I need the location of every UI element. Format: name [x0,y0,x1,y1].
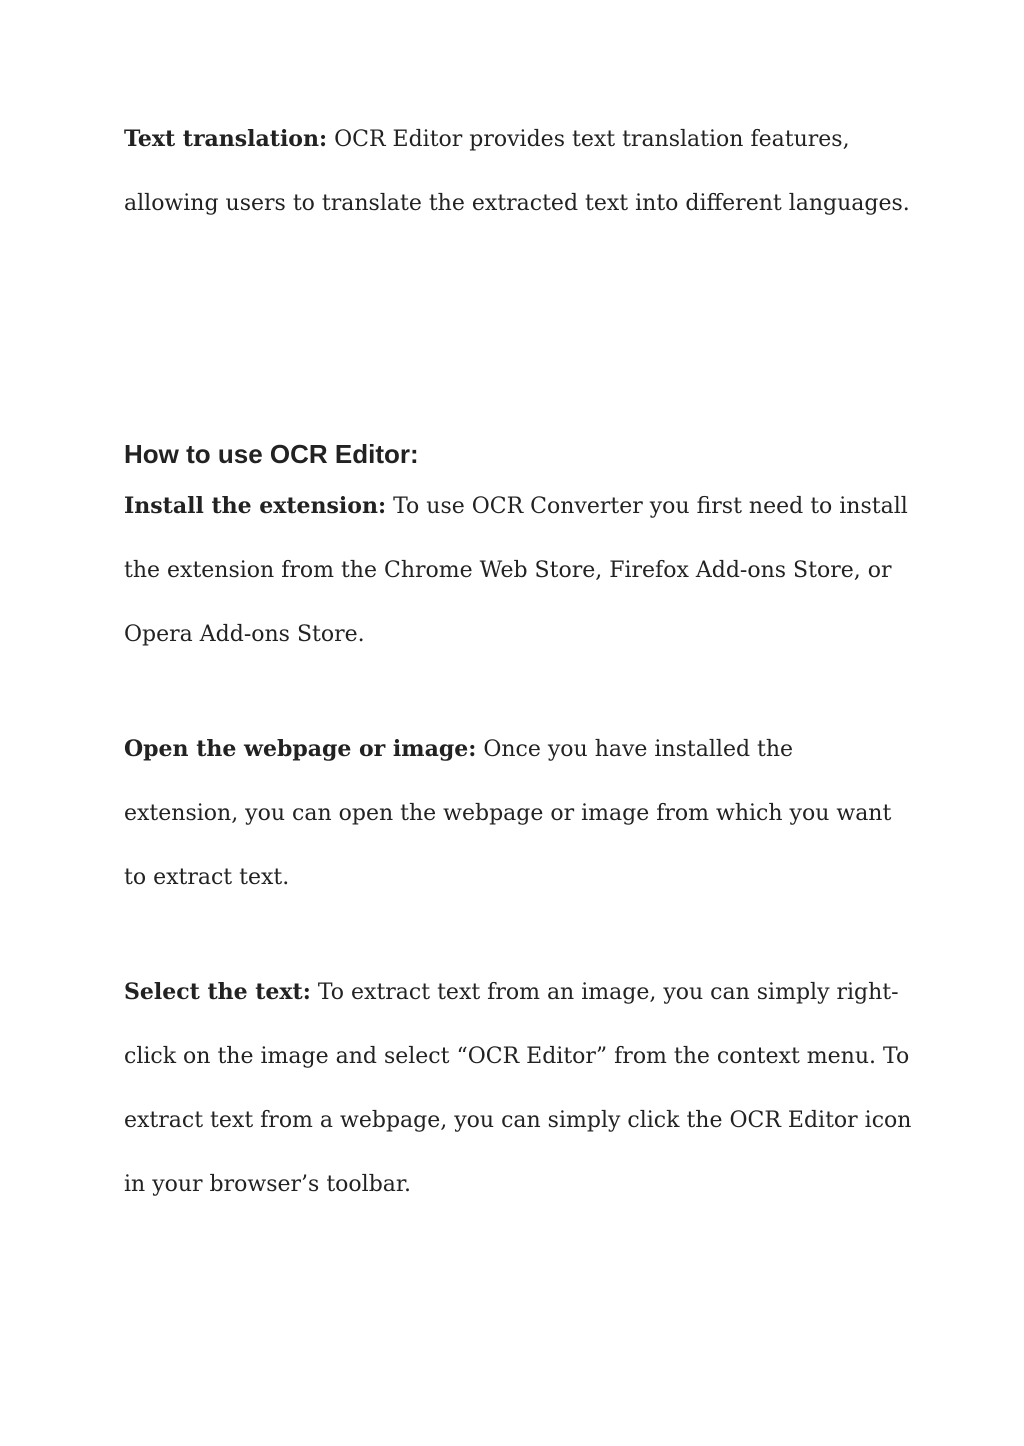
select-text-paragraph [124,960,914,1217]
open-webpage-paragraph [124,717,914,910]
install-extension-paragraph [124,474,914,667]
text-translation-paragraph [124,107,914,236]
paragraph-label: Open the webpage or image: [124,736,477,762]
paragraph-body: Once you have installed the extension, you can open the webpage or image from which you want to extract text. [124,737,892,890]
paragraph-body: To use OCR Converter you first need to install the extension from the Chrome Web Store, Firefox Add-ons Store, or Opera Add-ons Store. [124,494,908,647]
paragraph-label: Text translation: [124,126,328,152]
paragraph-body: To extract text from an image, you can simply right-click on the image and select “OCR Editor” from the context menu. To extract text from a webpage, you can simply click the OCR Editor icon in your browser’s toolbar. [124,980,912,1197]
paragraph-body: OCR Editor provides text translation features, allowing users to translate the extracted text into different languages. [124,127,910,216]
paragraph-label: Install the extension: [124,493,387,519]
paragraph-label: Select the text: [124,979,311,1005]
section-heading: How to use OCR Editor: [124,439,419,469]
